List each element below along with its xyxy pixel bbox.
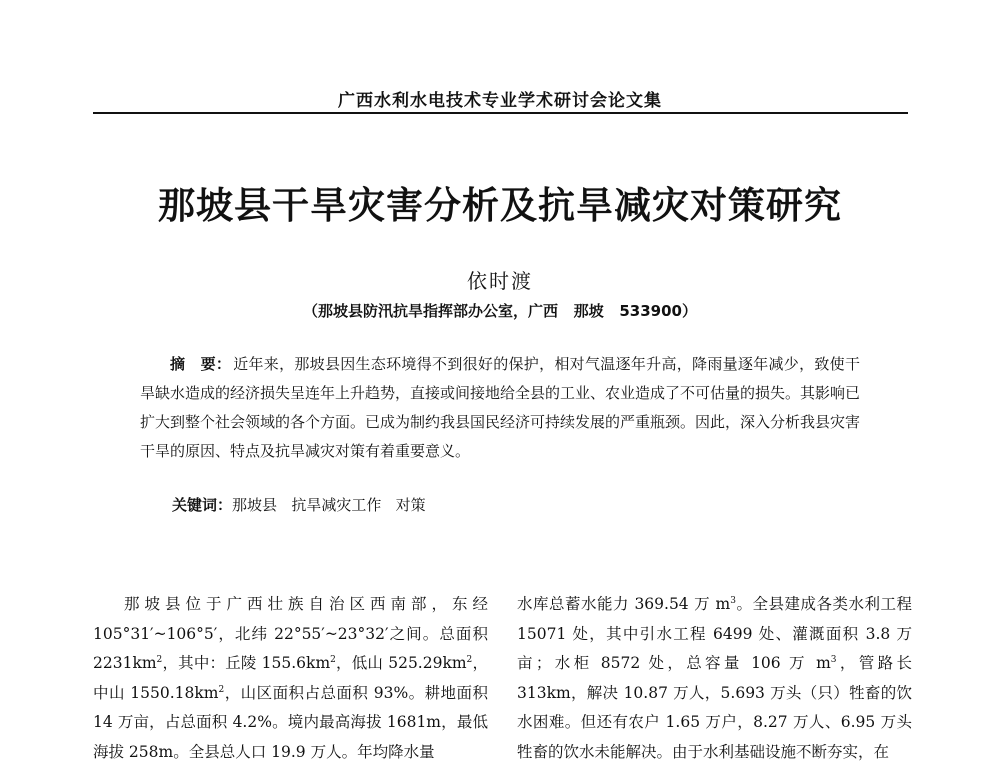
- author-name: 依时渡: [467, 269, 533, 293]
- right-text-3: ，管路长 313km，解决 10.87 万人，5.693 万头（只）牲畜的饮水困难。但还有农户 1.65 万户，8.27 万人、6.95 万头牲畜的饮水未能解决。由于水利基础设施不断夯实，在: [517, 654, 912, 761]
- superscript: 3: [830, 654, 837, 665]
- abstract: [140, 350, 860, 466]
- left-text-5: ，山区面积占总面积 93%。耕地面积 14 万亩，占总面积 4.2%。境内最高海拔 1681m，最低海拔 258m。全县总人口 19.9 万人。年均降水量: [93, 683, 488, 761]
- left-text-4: ，中山 1550.18km: [93, 654, 488, 702]
- body-column-right: [517, 590, 912, 767]
- abstract-text: 近年来，那坡县因生态环境得不到很好的保护，相对气温逐年升高，降雨量逐年减少，致使干旱缺水造成的经济损失呈连年上升趋势，直接或间接地给全县的工业、农业造成了不可估量的损失。其影响已扩大到整个社会领域的各个方面。已成为制约我县国民经济可持续发展的严重瓶颈。因此，深入分析我县灾害干旱的原因、特点及抗旱减灾对策有着重要意义。: [140, 355, 861, 460]
- keywords: [172, 494, 872, 515]
- superscript: 2: [218, 684, 225, 695]
- superscript: 2: [330, 654, 336, 665]
- superscript: 2: [466, 654, 473, 665]
- right-text-1: 水库总蓄水能力 369.54 万 m: [517, 595, 731, 613]
- abstract-label: 摘 要：: [170, 355, 232, 373]
- body-column-left: [93, 590, 488, 767]
- running-head: 广西水利水电技术专业学术研讨会论文集: [338, 91, 662, 111]
- header-rule: [93, 112, 908, 114]
- paper-title: 那坡县干旱灾害分析及抗旱减灾对策研究: [158, 184, 842, 227]
- superscript: 3: [730, 595, 736, 606]
- left-text-1: 那坡县位于广西壮族自治区西南部，东经 105°31′~106°5′，北纬 22°55′~23°32′之间。总面积 2231km: [93, 595, 488, 672]
- author-affiliation: （那坡县防汛抗旱指挥部办公室，广西 那坡 533900）: [303, 302, 697, 320]
- left-text-3: ，低山 525.29km: [335, 654, 467, 672]
- left-text-2: ，其中：丘陵 155.6km: [162, 654, 331, 672]
- right-text-2: 。全县建成各类水利工程 15071 处，其中引水工程 6499 处、灌溉面积 3.8 万亩；水柜 8572 处，总容量 106 万 m: [517, 595, 912, 672]
- keywords-label: 关键词：: [172, 496, 233, 514]
- keywords-text: 那坡县 抗旱减灾工作 对策: [232, 496, 426, 514]
- superscript: 2: [156, 654, 163, 665]
